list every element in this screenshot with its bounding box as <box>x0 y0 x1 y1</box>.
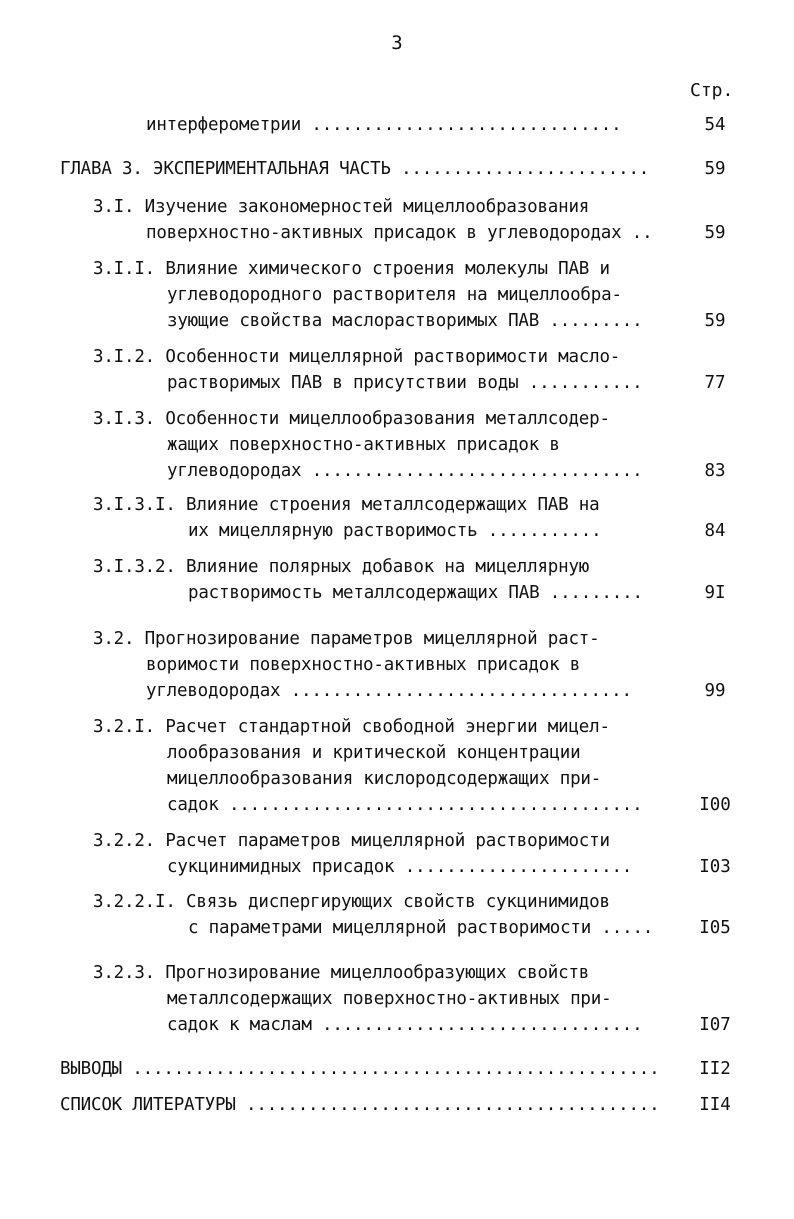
toc-entry-line: 3.I.3.2. Влияние полярных добавок на мицеллярную <box>93 557 590 577</box>
toc-entry-page: I07 <box>699 1015 731 1035</box>
toc-entry-line: ВЫВОДЫ ................................................... <box>60 1059 660 1079</box>
toc-entry-page: 83 <box>704 461 726 481</box>
toc-entry-line: воримости поверхностно-активных присадок в <box>146 655 581 675</box>
toc-entry-line: сукцинимидных присадок ...................... <box>167 857 633 877</box>
toc-entry-line: углеводородах ................................. <box>146 681 632 701</box>
toc-entry-page: 59 <box>704 159 726 179</box>
toc-entry-line: ГЛАВА 3. ЭКСПЕРИМЕНТАЛЬНАЯ ЧАСТЬ ........................ <box>60 159 650 179</box>
toc-entry-line: мицеллообразования кислородсодержащих при- <box>167 769 602 789</box>
toc-entry-page: 99 <box>704 681 726 701</box>
toc-entry-line: 3.I.I. Влияние химического строения молекулы ПАВ и <box>93 259 610 279</box>
toc-entry-page: 9I <box>704 583 726 603</box>
toc-entry-page: I03 <box>699 857 731 877</box>
toc-entry-line: их мицеллярную растворимость ........... <box>188 521 602 541</box>
toc-entry-line: углеводородах ................................ <box>167 461 643 481</box>
toc-entry-page: 59 <box>704 311 726 331</box>
toc-entry-line: СПИСОК ЛИТЕРАТУРЫ ........................................ <box>60 1095 660 1115</box>
toc-entry-line: 3.2.2.I. Связь диспергирующих свойств сукцинимидов <box>93 892 610 912</box>
toc-entry-page: 54 <box>704 115 726 135</box>
toc-entry-line: 3.2.2. Расчет параметров мицеллярной растворимости <box>93 831 610 851</box>
toc-entry-page: I05 <box>699 918 731 938</box>
toc-entry-line: растворимость металлсодержащих ПАВ ......... <box>188 583 643 603</box>
toc-entry-line: 3.I.2. Особенности мицеллярной растворимости масло- <box>93 347 621 367</box>
page-number: 3 <box>391 32 403 54</box>
toc-entry-line: с параметрами мицеллярной растворимости ..... <box>188 918 654 938</box>
toc-entry-page: 84 <box>704 521 726 541</box>
toc-entry-line: 3.I.3.I. Влияние строения металлсодержащих ПАВ на <box>93 495 600 515</box>
toc-entry-page: I00 <box>699 795 731 815</box>
toc-entry-line: 3.2. Прогнозирование параметров мицеллярной раст- <box>93 629 600 649</box>
toc-entry-page: II4 <box>699 1095 731 1115</box>
toc-entry-line: 3.I.3. Особенности мицеллообразования металлсодер- <box>93 409 610 429</box>
toc-entry-line: интерферометрии .............................. <box>146 115 622 135</box>
toc-entry-line: жащих поверхностно-активных присадок в <box>167 435 560 455</box>
toc-entry-line: углеводородного растворителя на мицеллообра- <box>167 285 622 305</box>
toc-entry-line: 3.2.3. Прогнозирование мицеллообразующих свойств <box>93 963 590 983</box>
toc-entry-page: II2 <box>699 1059 731 1079</box>
toc-entry-line: зующие свойства маслорастворимых ПАВ ......... <box>167 311 643 331</box>
toc-entry-line: 3.I. Изучение закономерностей мицеллообразования <box>93 197 590 217</box>
toc-entry-line: садок к маслам ............................... <box>167 1015 643 1035</box>
toc-entry-line: садок ........................................ <box>167 795 643 815</box>
toc-entry-line: поверхностно-активных присадок в углеводородах .. <box>146 223 653 243</box>
toc-entry-line: растворимых ПАВ в присутствии воды ........... <box>167 373 643 393</box>
toc-entry-page: 77 <box>704 373 726 393</box>
page-column-header: Стр. <box>690 80 734 101</box>
toc-entry-line: лообразования и критической концентрации <box>167 743 581 763</box>
toc-entry-line: металлсодержащих поверхностно-активных при- <box>167 989 612 1009</box>
toc-entry-line: 3.2.I. Расчет стандартной свободной энергии мицел- <box>93 717 610 737</box>
toc-entry-page: 59 <box>704 223 726 243</box>
